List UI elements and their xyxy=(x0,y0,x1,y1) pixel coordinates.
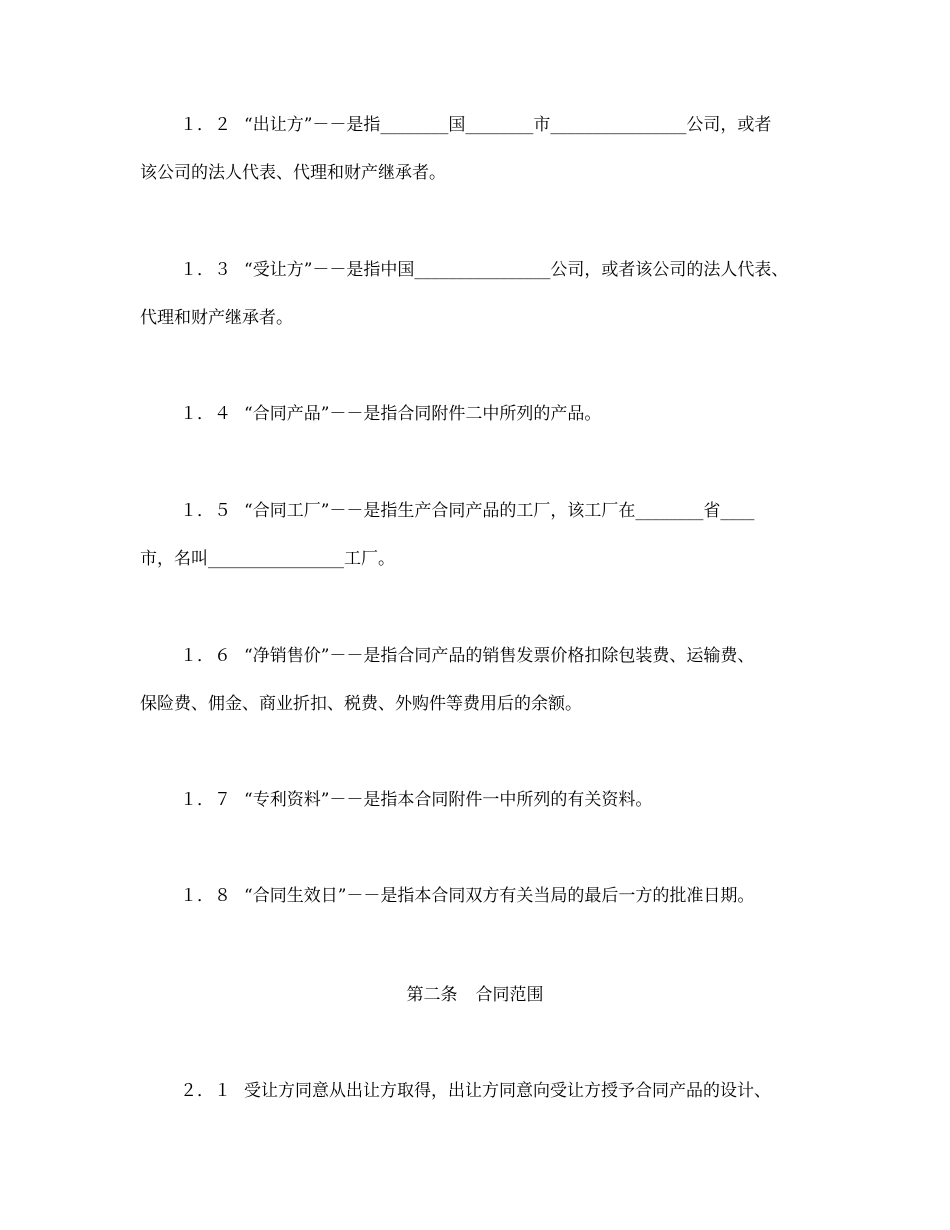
clause-1-6-line-2: 保险费、佣金、商业折扣、税费、外购件等费用后的余额。 xyxy=(140,694,582,714)
clause-text: “受让方”－－是指中国________________公司，或者该公司的法人代表、 xyxy=(244,260,789,280)
clause-number: １．６ xyxy=(180,646,231,666)
section-label: 第二条 xyxy=(406,985,458,1005)
clause-text: “出让方”－－是指________国________市________________公司，或者 xyxy=(244,115,772,135)
clause-1-3-line-2: 代理和财产继承者。 xyxy=(140,308,293,328)
clause-1-5-line-1 xyxy=(180,500,810,522)
clause-1-6-line-1 xyxy=(180,645,810,667)
clause-1-5-line-2: 市，名叫________________工厂。 xyxy=(140,549,395,569)
clause-text: “合同工厂”－－是指生产合同产品的工厂，该工厂在________省____ xyxy=(244,501,755,521)
clause-text: “合同产品”－－是指合同附件二中所列的产品。 xyxy=(244,404,602,424)
clause-number: １．７ xyxy=(180,790,231,810)
clause-number: ２．１ xyxy=(180,1081,231,1101)
clause-text: 受让方同意从出让方取得，出让方同意向受让方授予合同产品的设计、 xyxy=(244,1081,771,1101)
clause-1-4-line-1 xyxy=(180,403,810,425)
clause-text: “专利资料”－－是指本合同附件一中所列的有关资料。 xyxy=(244,790,653,810)
clause-1-7-line-1 xyxy=(180,789,810,811)
section-title: 合同范围 xyxy=(475,985,544,1005)
clause-number: １．５ xyxy=(180,501,231,521)
clause-1-8-line-1 xyxy=(180,885,810,907)
clause-1-2-line-2: 该公司的法人代表、代理和财产继承者。 xyxy=(140,163,446,183)
clause-1-2-line-1 xyxy=(180,114,810,136)
clause-2-1-line-1 xyxy=(180,1080,810,1102)
clause-number: １．８ xyxy=(180,886,231,906)
clause-text: “净销售价”－－是指合同产品的销售发票价格扣除包装费、运输费、 xyxy=(244,646,755,666)
clause-1-3-line-1 xyxy=(180,259,810,281)
section-heading xyxy=(0,984,950,1006)
clause-number: １．３ xyxy=(180,260,231,280)
clause-text: “合同生效日”－－是指本合同双方有关当局的最后一方的批准日期。 xyxy=(244,886,755,906)
clause-number: １．２ xyxy=(180,115,231,135)
clause-number: １．４ xyxy=(180,404,231,424)
